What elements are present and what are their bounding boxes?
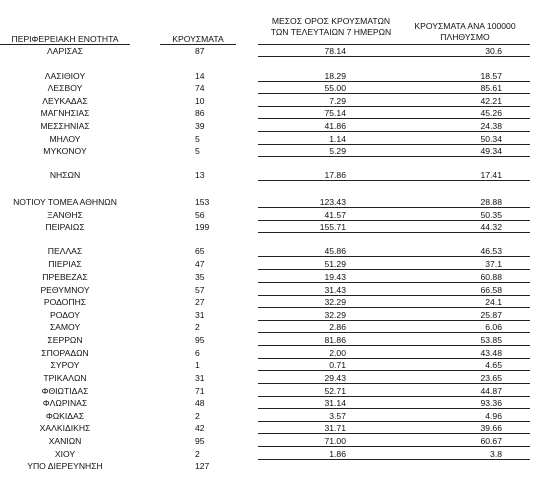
cases-cell: 71 [195, 386, 205, 396]
cases-per-100k-cell: 50.34 [480, 134, 502, 144]
cases-cell: 35 [195, 272, 205, 282]
region-name-cell: ΧΑΝΙΩΝ [48, 436, 82, 446]
average-cell-underline [258, 232, 404, 233]
per100k-cell-underline [400, 269, 530, 270]
region-name-cell: ΛΑΡΙΣΑΣ [47, 46, 83, 56]
region-name-cell: ΦΘΙΩΤΙΔΑΣ [41, 386, 89, 396]
cases-per-100k-cell: 18.57 [480, 71, 502, 81]
cases-cell: 47 [195, 259, 205, 269]
seven-day-average-cell: 75.14 [324, 108, 346, 118]
table-row [0, 209, 535, 221]
per100k-cell-underline [400, 207, 530, 208]
region-name-cell: ΛΕΥΚΑΔΑΣ [42, 96, 88, 106]
region-name-cell: ΡΕΘΥΜΝΟΥ [40, 285, 90, 295]
per100k-cell-underline [400, 56, 530, 57]
seven-day-average-cell: 19.43 [324, 272, 346, 282]
cases-per-100k-cell: 39.66 [480, 423, 502, 433]
average-cell-underline [258, 446, 404, 447]
average-cell-underline [258, 282, 404, 283]
table-row [0, 271, 535, 283]
cases-per-100k-cell [456, 460, 502, 472]
average-cell-underline [258, 433, 404, 434]
cases-cell: 95 [195, 335, 205, 345]
cases-cell: 127 [195, 461, 210, 471]
region-name-cell: ΜΑΓΝΗΣΙΑΣ [40, 108, 90, 118]
header-per100k-line1: ΚΡΟΥΣΜΑΤΑ ΑΝΑ 100000 [414, 21, 516, 31]
region-name-cell: ΧΑΛΚΙΔΙΚΗΣ [39, 423, 91, 433]
table-row [0, 321, 535, 333]
cases-per-100k-cell: 25.87 [480, 310, 502, 320]
seven-day-average-cell: 18.29 [324, 71, 346, 81]
region-name-cell: ΝΗΣΩΝ [49, 170, 81, 180]
seven-day-average-cell: 2.86 [329, 322, 346, 332]
seven-day-average-cell: 1.14 [329, 134, 346, 144]
cases-per-100k-cell: 44.87 [480, 386, 502, 396]
per100k-cell-underline [400, 332, 530, 333]
per100k-cell-underline [400, 307, 530, 308]
cases-per-100k-cell: 49.34 [480, 146, 502, 156]
header-per100k-line2: ΠΛΗΘΥΣΜΟ [440, 32, 490, 42]
table-row [0, 120, 535, 132]
cases-per-100k-cell: 4.96 [485, 411, 502, 421]
cases-cell: 57 [195, 285, 205, 295]
header-cases-per-100k [400, 21, 530, 43]
table-row [0, 296, 535, 308]
region-name-cell: ΣΥΡΟΥ [50, 360, 80, 370]
seven-day-average-cell: 55.00 [324, 83, 346, 93]
table-row [0, 410, 535, 422]
seven-day-average-cell: 51.29 [324, 259, 346, 269]
cases-per-100k-cell: 53.85 [480, 335, 502, 345]
average-cell-underline [258, 408, 404, 409]
table-row [0, 309, 535, 321]
header-average-line1: ΜΕΣΟΣ ΟΡΟΣ ΚΡΟΥΣΜΑΤΩΝ [271, 16, 391, 26]
table-row [0, 422, 535, 434]
seven-day-average-cell: 31.14 [324, 398, 346, 408]
cases-per-100k-cell: 30.6 [485, 46, 502, 56]
region-name-cell: ΡΟΔΟΠΗΣ [43, 297, 87, 307]
cases-per-100k-cell: 60.88 [480, 272, 502, 282]
per100k-cell-underline [400, 180, 530, 181]
cases-cell: 87 [195, 46, 205, 56]
cases-cell: 48 [195, 398, 205, 408]
cases-cell: 95 [195, 436, 205, 446]
region-name-cell: ΣΑΜΟΥ [49, 322, 81, 332]
cases-cell: 42 [195, 423, 205, 433]
cases-cell: 2 [195, 322, 200, 332]
seven-day-average-cell: 81.86 [324, 335, 346, 345]
region-name-cell: ΠΡΕΒΕΖΑΣ [42, 272, 88, 282]
cases-per-100k-cell: 44.32 [480, 222, 502, 232]
seven-day-average-cell: 31.71 [324, 423, 346, 433]
seven-day-average-cell: 31.43 [324, 285, 346, 295]
seven-day-average-cell: 17.86 [324, 170, 346, 180]
average-cell-underline [258, 180, 404, 181]
region-name-cell: ΤΡΙΚΑΛΩΝ [43, 373, 87, 383]
cases-per-100k-cell: 28.88 [480, 197, 502, 207]
cases-cell: 6 [195, 348, 200, 358]
per100k-cell-underline [400, 383, 530, 384]
per100k-cell-underline [400, 232, 530, 233]
header-region: ΠΕΡΙΦΕΡΕΙΑΚΗ ΕΝΟΤΗΤΑ [11, 34, 119, 44]
per100k-cell-underline [400, 93, 530, 94]
seven-day-average-cell: 45.86 [324, 246, 346, 256]
seven-day-average-cell: 78.14 [324, 46, 346, 56]
seven-day-average-cell: 3.57 [329, 411, 346, 421]
cases-cell: 1 [195, 360, 200, 370]
seven-day-average-cell: 41.57 [324, 210, 346, 220]
cases-per-100k-cell: 6.06 [485, 322, 502, 332]
cases-per-100k-cell: 85.61 [480, 83, 502, 93]
average-cell-underline [258, 156, 404, 157]
header-seven-day-average [258, 16, 404, 38]
region-name-cell: ΛΑΣΙΘΙΟΥ [44, 71, 86, 81]
region-name-cell: ΜΗΛΟΥ [49, 134, 81, 144]
per100k-cell-underline [400, 131, 530, 132]
cases-cell: 10 [195, 96, 205, 106]
per100k-cell-underline [400, 370, 530, 371]
per100k-cell-underline [400, 156, 530, 157]
cases-per-100k-cell: 93.36 [480, 398, 502, 408]
cases-per-100k-cell: 43.48 [480, 348, 502, 358]
region-name-cell: ΦΩΚΙΔΑΣ [45, 411, 85, 421]
table-row [0, 435, 535, 447]
per100k-cell-underline [400, 282, 530, 283]
seven-day-average-cell: 32.29 [324, 310, 346, 320]
per100k-cell-underline [400, 433, 530, 434]
cases-cell: 14 [195, 71, 205, 81]
cases-cell: 56 [195, 210, 205, 220]
cases-cell: 65 [195, 246, 205, 256]
region-name-cell: ΠΙΕΡΙΑΣ [48, 259, 82, 269]
region-name-cell: ΠΕΙΡΑΙΩΣ [45, 222, 85, 232]
cases-cell: 5 [195, 146, 200, 156]
table-row [0, 385, 535, 397]
per100k-cell-underline [400, 118, 530, 119]
seven-day-average-cell: 123.43 [319, 197, 346, 207]
seven-day-average-cell: 1.86 [329, 449, 346, 459]
seven-day-average-cell: 5.29 [329, 146, 346, 156]
table-row [0, 145, 535, 157]
seven-day-average-cell: 0.71 [329, 360, 346, 370]
cases-per-100k-cell: 50.35 [480, 210, 502, 220]
cases-per-100k-cell: 24.1 [485, 297, 502, 307]
table-row [0, 347, 535, 359]
average-cell-underline [258, 93, 404, 94]
table-row [0, 196, 535, 208]
cases-per-100k-cell: 45.26 [480, 108, 502, 118]
region-name-cell: ΝΟΤΙΟΥ ΤΟΜΕΑ ΑΘΗΝΩΝ [13, 197, 117, 207]
average-cell-underline [258, 118, 404, 119]
table-row [0, 460, 535, 472]
cases-per-100k-cell: 66.58 [480, 285, 502, 295]
cases-cell: 74 [195, 83, 205, 93]
average-cell-underline [258, 256, 404, 257]
region-name-cell: ΣΕΡΡΩΝ [47, 335, 83, 345]
table-row [0, 95, 535, 107]
average-cell-underline [258, 345, 404, 346]
average-cell-underline [258, 56, 404, 57]
cases-per-100k-cell: 37.1 [485, 259, 502, 269]
region-name-cell: ΥΠΟ ΔΙΕΡΕΥΝΗΣΗ [27, 461, 103, 471]
region-name-cell: ΜΕΣΣΗΝΙΑΣ [40, 121, 90, 131]
region-name-cell: ΣΠΟΡΑΔΩΝ [41, 348, 89, 358]
seven-day-average-cell: 52.71 [324, 386, 346, 396]
cases-cell: 2 [195, 449, 200, 459]
average-cell-underline [258, 332, 404, 333]
cases-cell: 2 [195, 411, 200, 421]
cases-cell: 27 [195, 297, 205, 307]
region-name-cell: ΜΥΚΟΝΟΥ [43, 146, 87, 156]
seven-day-average-cell: 155.71 [319, 222, 346, 232]
per100k-cell-underline [400, 446, 530, 447]
seven-day-average-cell: 2.00 [329, 348, 346, 358]
region-name-cell: ΧΙΟΥ [54, 449, 76, 459]
header-cases: ΚΡΟΥΣΜΑΤΑ [172, 34, 224, 44]
table-row [0, 133, 535, 145]
cases-per-100k-cell: 42.21 [480, 96, 502, 106]
seven-day-average-cell: 41.86 [324, 121, 346, 131]
region-name-cell: ΡΟΔΟΥ [50, 310, 80, 320]
header-average-line2: ΤΩΝ ΤΕΛΕΥΤΑΙΩΝ 7 ΗΜΕΡΩΝ [270, 27, 392, 37]
table-row [0, 82, 535, 94]
average-cell-underline [258, 207, 404, 208]
cases-cell: 86 [195, 108, 205, 118]
seven-day-average-cell: 7.29 [329, 96, 346, 106]
region-name-cell: ΛΕΣΒΟΥ [47, 83, 83, 93]
region-name-cell: ΞΑΝΘΗΣ [47, 210, 83, 220]
cases-cell: 199 [195, 222, 210, 232]
region-name-cell: ΦΛΩΡΙΝΑΣ [42, 398, 88, 408]
cases-per-100k-cell: 17.41 [480, 170, 502, 180]
cases-cell: 39 [195, 121, 205, 131]
cases-cell: 31 [195, 310, 205, 320]
seven-day-average-cell [296, 460, 346, 472]
seven-day-average-cell: 32.29 [324, 297, 346, 307]
cases-per-100k-cell: 3.8 [490, 449, 502, 459]
cases-cell: 5 [195, 134, 200, 144]
average-cell-underline [258, 383, 404, 384]
cases-cell: 31 [195, 373, 205, 383]
cases-per-100k-cell: 24.38 [480, 121, 502, 131]
table-row [0, 359, 535, 371]
table-row [0, 245, 535, 257]
seven-day-average-cell: 71.00 [324, 436, 346, 446]
cases-per-100k-cell: 4.65 [485, 360, 502, 370]
table-row [0, 258, 535, 270]
table-row [0, 397, 535, 409]
per100k-cell-underline [400, 408, 530, 409]
cases-per-100k-cell: 60.67 [480, 436, 502, 446]
table-row [0, 45, 535, 57]
table-row [0, 448, 535, 460]
per100k-cell-underline [400, 345, 530, 346]
table-row [0, 221, 535, 233]
cases-cell: 13 [195, 170, 205, 180]
average-cell-underline [258, 131, 404, 132]
cases-cell: 153 [195, 197, 210, 207]
table-row [0, 70, 535, 82]
table-row [0, 284, 535, 296]
table-row [0, 107, 535, 119]
per100k-cell-underline [400, 256, 530, 257]
seven-day-average-cell: 29.43 [324, 373, 346, 383]
table-row [0, 169, 535, 181]
average-cell-underline [258, 269, 404, 270]
table-row [0, 334, 535, 346]
average-cell-underline [258, 307, 404, 308]
region-name-cell: ΠΕΛΛΑΣ [47, 246, 83, 256]
table-row [0, 372, 535, 384]
cases-per-100k-cell: 23.65 [480, 373, 502, 383]
average-cell-underline [258, 370, 404, 371]
cases-per-100k-cell: 46.53 [480, 246, 502, 256]
